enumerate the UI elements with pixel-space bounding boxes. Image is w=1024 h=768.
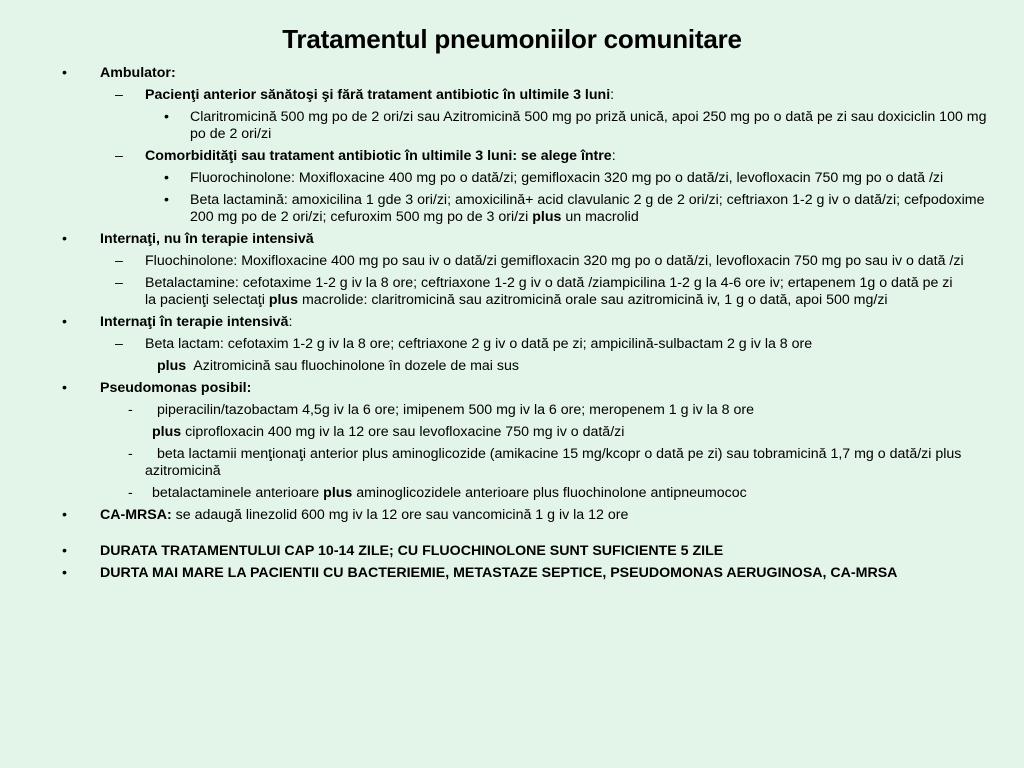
hyphen-marker: -	[128, 485, 133, 501]
subitem-comorbidities: – Comorbidităţi sau tratament antibiotic în ultimile 3 luni: se alege între:	[115, 148, 616, 164]
bullet-marker: •	[62, 231, 67, 247]
bullet-marker: •	[62, 507, 67, 523]
bullet-marker: •	[62, 543, 67, 559]
list-item-text: beta lactamii menţionaţi anterior plus aminoglicozide (amikacine 15 mg/kcopr o dată pe zi) sau tobramicină 1,7 mg o dată/zi plus azitromicină	[145, 446, 962, 479]
section-heading: Ambulator:	[100, 65, 176, 81]
subitem-healthy-patients: – Pacienţi anterior sănătoşi şi fără tratament antibiotic în ultimile 3 luni:	[115, 87, 615, 103]
bullet-terapie-intensiva: • Internaţi în terapie intensivă:	[62, 314, 293, 330]
list-item	[0, 336, 1024, 353]
section-heading: Internaţi în terapie intensivă	[100, 314, 289, 330]
bullet-ambulator	[0, 65, 1024, 82]
bullet-marker: •	[62, 565, 67, 581]
list-item-text: Fluorochinolone: Moxifloxacine 400 mg po o dată/zi; gemifloxacin 320 mg po o dată/zi, levofloxacin 750 mg po o dată /zi	[190, 170, 944, 186]
list-item	[0, 402, 1024, 419]
dash-marker: –	[115, 336, 123, 352]
section-heading: Pseudomonas posibil:	[100, 380, 252, 396]
hyphen-marker: -	[128, 446, 133, 462]
list-item-text: betalactaminele anterioare plus aminoglicozidele anterioare plus fluochinolone antipneumococ	[152, 485, 747, 501]
bullet-marker: •	[164, 192, 169, 208]
list-item-text: Betalactamine: cefotaxime 1-2 g iv la 8 ore; ceftriaxone 1-2 g iv o dată /ziampicilina 1-2 g la 4-6 ore iv; ertapenem 1g o dată pe zi la pacienţi selectaţi plus macrolide: claritromicină sau azitromicină orale sau azitromicină iv, 1 g o dată, apoi 500 mg/zi	[145, 275, 953, 308]
list-item	[0, 192, 1024, 226]
list-item-continuation: plus Azitromicină sau fluochinolone în dozele de mai sus	[157, 358, 519, 374]
subsection-heading: Pacienţi anterior sănătoşi şi fără tratament antibiotic în ultimile 3 luni	[145, 87, 611, 103]
slide-title: Tratamentul pneumoniilor comunitare	[282, 24, 742, 54]
dash-marker: –	[115, 148, 123, 164]
list-item-text: piperacilin/tazobactam 4,5g iv la 6 ore; imipenem 500 mg iv la 6 ore; meropenem 1 g iv la 8 ore	[157, 402, 754, 418]
dash-marker: –	[115, 253, 123, 269]
list-item	[0, 446, 1024, 480]
list-item-continuation: plus ciprofloxacin 400 mg iv la 12 ore sau levofloxacine 750 mg iv o dată/zi	[152, 424, 625, 440]
hyphen-marker: -	[128, 402, 133, 418]
list-item-text: Claritromicină 500 mg po de 2 ori/zi sau Azitromicină 500 mg po priză unică, apoi 250 mg po o dată pe zi sau doxiciclin 100 mg po de 2 ori/zi	[190, 109, 987, 142]
list-item	[0, 109, 1024, 143]
bullet-marker: •	[62, 314, 67, 330]
bullet-ca-mrsa: • CA-MRSA: se adaugă linezolid 600 mg iv la 12 ore sau vancomicină 1 g iv la 12 ore	[62, 507, 629, 523]
list-item-text: Beta lactamină: amoxicilina 1 gde 3 ori/zi; amoxicilină+ acid clavulanic 2 g de 2 ori/zi; ceftriaxon 1-2 g iv o dată/zi; cefpodoxime 200 mg po de 2 ori/zi; cefuroxim 500 mg po de 3 ori/zi plus un macrolid	[190, 192, 985, 225]
section-heading: Internaţi, nu în terapie intensivă	[100, 231, 314, 247]
bullet-durata-extended	[0, 565, 1024, 582]
bullet-durata	[0, 543, 1024, 560]
section-heading: CA-MRSA:	[100, 507, 172, 523]
dash-marker: –	[115, 87, 123, 103]
subsection-heading: Comorbidităţi sau tratament antibiotic în ultimile 3 luni: se alege între	[145, 148, 612, 164]
list-item-text: Fluochinolone: Moxifloxacine 400 mg po sau iv o dată/zi gemifloxacin 320 mg po o dată/zi, levofloxacin 750 mg po sau iv o dată /zi	[145, 253, 964, 269]
dash-marker: –	[115, 275, 123, 291]
bullet-marker: •	[164, 109, 169, 125]
bullet-internati	[0, 231, 1024, 248]
list-item	[0, 485, 1024, 502]
duration-note: DURTA MAI MARE LA PACIENTII CU BACTERIEMIE, METASTAZE SEPTICE, PSEUDOMONAS AERUGINOSA, CA-MRSA	[100, 565, 898, 581]
duration-note: DURATA TRATAMENTULUI CAP 10-14 ZILE; CU FLUOCHINOLONE SUNT SUFICIENTE 5 ZILE	[100, 543, 724, 559]
bullet-marker: •	[164, 170, 169, 186]
bullet-marker: •	[62, 65, 67, 81]
list-item	[0, 275, 1024, 309]
list-item-text: Beta lactam: cefotaxim 1-2 g iv la 8 ore; ceftriaxone 2 g iv o dată pe zi; ampicilină-sulbactam 2 g iv la 8 ore	[145, 336, 813, 352]
bullet-pseudomonas	[0, 380, 1024, 397]
bullet-marker: •	[62, 380, 67, 396]
list-item	[0, 170, 1024, 187]
list-item	[0, 253, 1024, 270]
slide-content	[0, 65, 1024, 587]
